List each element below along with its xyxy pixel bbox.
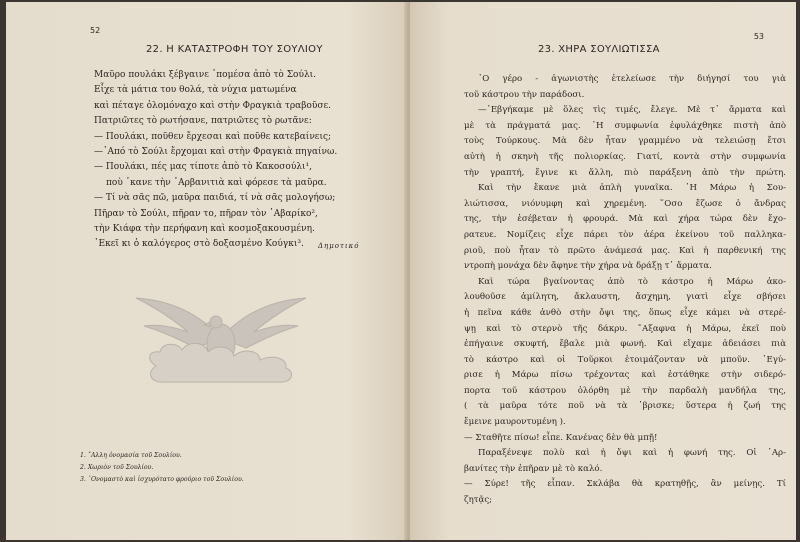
text-line: Καὶ τώρα βγαίνοντας ἀπὸ τὸ κάστρο ἡ Μάρω ἀκο-: [478, 276, 786, 287]
poem-line: ᾿Εκεῖ κι ὁ καλόγερος στὸ δοξασμένο Κούγκι³.: [94, 239, 304, 250]
text-line: της, τὴν ἐσέβεταν ἡ φρουρά. Μὰ καὶ χήρα τώρα δὲν ἔχο-: [464, 214, 786, 225]
footnote: 2. Χωριὸν τοῦ Σουλίου.: [80, 464, 154, 471]
text-line: ριοῦ, ποὺ ἦταν τὸ πρῶτο ἀνάμεσά μας. Καὶ ἡ παρθενική της: [464, 245, 786, 256]
chapter-title: 22. Η ΚΑΤΑΣΤΡΟΦΗ ΤΟΥ ΣΟΥΛΙΟΥ: [146, 44, 323, 55]
text-line: ἔμεινε μαυροντυμένη ).: [464, 417, 566, 428]
text-line: — Σταθῆτε πίσω! εἶπε. Κανένας δὲν θὰ μπῇ!: [464, 432, 658, 443]
text-line: ἐπήγαινε σκυφτή, ἔβαλε μιὰ φωνή. Καὶ εἴχαμε ἀδειάσει πιὰ: [464, 339, 786, 350]
text-line: — Σύρε! τῆς εἶπαν. Σκλάβα θὰ κρατηθῇς, ἂν μείνῃς. Τί: [464, 479, 786, 490]
poem-line: Μαῦρο πουλάκι ξέβγαινε ᾿πομέσα ἀπὸ τὸ Σούλι.: [94, 70, 317, 80]
text-line: τὴν γραπτή, ἔγινε κι ἄλλη, πιὸ παράξενη ἀπὸ τὴν πρώτη.: [464, 167, 786, 178]
story-text: [464, 72, 786, 509]
page-number: 52: [90, 26, 101, 35]
footnote: 1. ῎Αλλη ὀνομασία τοῦ Σουλίου.: [80, 452, 182, 459]
text-line: ᾿Ο γέρο - ἀγωνιστὴς ἐτελείωσε τὴν διήγησί του γιὰ: [478, 74, 786, 84]
chapter-title: 23. ΧΗΡΑ ΣΟΥΛΙΩΤΙΣΣΑ: [538, 44, 660, 55]
poem-line: καὶ πέταγε ὁλομόναχο καὶ στὴν Φραγκιὰ τραβοῦσε.: [94, 100, 331, 111]
text-line: βανίτες τὴν ἐπῆραν μὲ τὸ καλό.: [464, 463, 603, 474]
text-line: ψῃ καὶ τὸ στερνὸ τῆς δάκρυ. ῎Αξαφνα ἡ Μάρω, ἐκεῖ ποὺ: [464, 323, 786, 334]
text-line: Καὶ τὴν ἔκανε μιὰ ἁπλὴ γυναῖκα. ῾Η Μάρω ἡ Σου-: [478, 183, 786, 194]
text-line: λιώτισσα, νιόνυμφη καὶ χηρεμένη. ῞Οσο ἔζωσε ὁ ἄνδρας: [464, 198, 786, 209]
book-spread: [6, 2, 796, 540]
text-line: ζητᾷς;: [464, 495, 493, 506]
text-line: τὸ κάστρο καὶ οἱ Τοῦρκοι ἑτοιμάζονταν νὰ μποῦν. ᾿Εγύ-: [464, 354, 786, 365]
page-number: 53: [753, 32, 764, 41]
left-page: [6, 2, 408, 540]
text-line: αὐτὴ ἡ σκηνὴ τῆς πολιορκίας. Γιατί, κοντὰ στὴν συμφωνία: [464, 151, 786, 162]
text-line: τοὺς Τούρκους. Μὰ δὲν ἦταν γραμμένο νὰ τελειώσῃ ἔτσι: [464, 136, 786, 147]
poem-line: τὴν Κιάφα τὴν περήφανη καὶ κοσμοξακουσμένη.: [94, 223, 315, 234]
text-line: ντροπὴ μονάχα δὲν ἄφηνε τὴν χήρα νὰ δράξῃ τ᾿ ἄρματα.: [464, 261, 712, 272]
poem-line: Πῆραν τὸ Σούλι, πῆραν το, πῆραν τὸν ᾿Αβαρίκο²,: [94, 208, 318, 219]
footnote: 3. ᾿Ονομαστὸ καὶ ἰσχυρότατο φρούριο τοῦ Σουλίου.: [80, 476, 244, 483]
text-line: ἡ πεῖνα κάθε ἀνθὸ στὴν ὄψι της, ὅπως εἶχε κάμει νὰ στερέ-: [464, 307, 786, 318]
poem-line: — Πουλάκι, ποῦθεν ἔρχεσαι καὶ ποῦθε κατεβαίνεις;: [94, 131, 332, 142]
poem-line: —᾿Από τὸ Σούλι ἔρχομαι καὶ στὴν Φραγκιὰ πηγαίνω.: [94, 146, 338, 157]
text-line: Παραξένεψε πολὺ καὶ ἡ ὄψι καὶ ἡ φωνή της. Οἱ ᾿Αρ-: [478, 448, 786, 459]
poem-line: ποὺ ᾿κανε τὴν ᾿Αρβανιτιὰ καὶ φόρεσε τὰ μαῦρα.: [106, 177, 327, 188]
text-line: τοῦ κάστρου τὴν παράδοσι.: [464, 89, 585, 100]
poem-author: Δημοτικό: [318, 242, 360, 250]
poem-line: Εἶχε τὰ μάτια του θολά, τὰ νύχια ματωμένα: [94, 85, 297, 96]
poem-line: — Τί νὰ σᾶς πῶ, μαῦρα παιδιά, τί νὰ σᾶς μολογήσω;: [94, 193, 336, 204]
footnotes: [80, 450, 244, 486]
text-line: ρατευε. Νομίζεις εἶχε πάρει τὸν ἀέρα ἐκείνου τοῦ παλληκα-: [464, 229, 786, 240]
text-line: ρισε ἡ Μάρω πίσω τρέχοντας καὶ ἐστάθηκε στὴν σιδερό-: [464, 370, 786, 381]
text-line: μὲ τὰ πράγματά μας. ᾿Η συμφωνία ἐφυλάχθηκε πιστὴ ἀπὸ: [464, 120, 786, 131]
phoenix-emblem-icon: [126, 280, 316, 390]
text-line: πορτα τοῦ κάστρου ὁλόρθη μὲ τὴν παρδαλὴ μανδήλα της,: [464, 385, 786, 396]
poem-line: Πατριῶτες τὸ ρωτήσανε, πατριῶτες τὸ ρωτᾶνε:: [94, 116, 312, 127]
poem: [94, 68, 394, 253]
right-page: [410, 2, 796, 540]
poem-line: — Πουλάκι, πές μας τίποτε ἀπὸ τὸ Κακοσούλι¹,: [94, 162, 313, 173]
text-line: ( τὰ μαῦρα τότε ποῦ νὰ τὰ ᾿βρισκε; ὕστερα ἡ ζωή της: [464, 401, 786, 412]
text-line: —᾿Εβγήκαμε μὲ ὅλες τὶς τιμές, ἔλεγε. Μὲ τ᾿ ἄρματα καὶ: [478, 105, 786, 116]
text-line: λουθοῦσε ἀμίλητη, ἄκλαυστη, ἄσχημη, γιατὶ εἶχε σβήσει: [464, 292, 786, 303]
